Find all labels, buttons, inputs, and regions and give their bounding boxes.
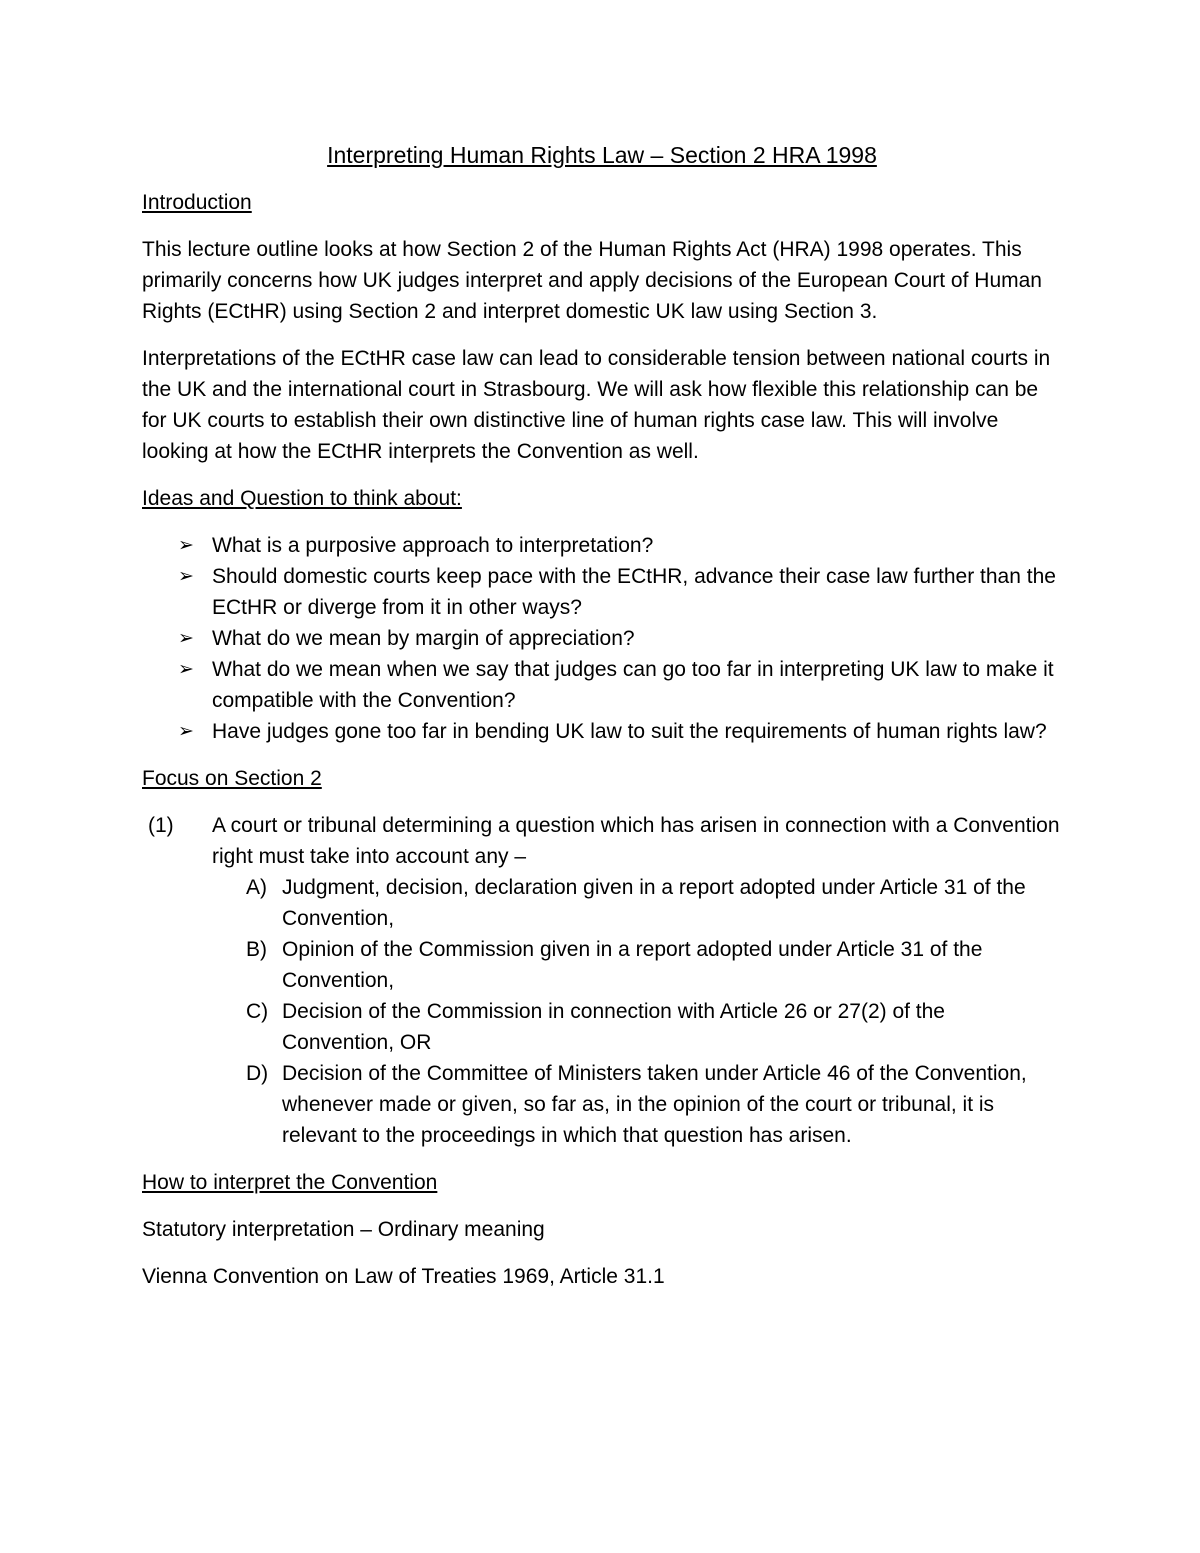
subitem-letter: C) (246, 1000, 269, 1023)
section2-heading: Focus on Section 2 (142, 767, 322, 790)
interpret-line-2: Vienna Convention on Law of Treaties 1969, Article 31.1 (142, 1265, 665, 1288)
section2-clauses (142, 810, 1062, 1151)
subitem-letter: B) (246, 938, 267, 961)
subitem (212, 872, 1062, 934)
introduction-paragraph-1: This lecture outline looks at how Section 2 of the Human Rights Act (HRA) 1998 operates. This primarily concerns how UK judges interpret and apply decisions of the European Court of Human Rights (ECtHR) using Section 2 and interpret domestic UK law using Section 3. (142, 238, 1042, 323)
arrow-bullet-icon: ➢ (178, 659, 194, 680)
subitem (212, 934, 1062, 996)
list-item (142, 623, 1062, 654)
list-item-text: What is a purposive approach to interpretation? (212, 534, 654, 557)
subitem-letter: A) (246, 876, 267, 899)
clause-number: (1) (148, 814, 174, 837)
subitem-text: Decision of the Committee of Ministers taken under Article 46 of the Convention, whenever made or given, so far as, in the opinion of the court or tribunal, it is relevant to the proceedings in which that question has arisen. (282, 1062, 1027, 1147)
subitem-letter: D) (246, 1062, 269, 1085)
list-item-text: What do we mean by margin of appreciation? (212, 627, 635, 650)
introduction-paragraph-2: Interpretations of the ECtHR case law can lead to considerable tension between national courts in the UK and the international court in Strasbourg. We will ask how flexible this relationship can be for UK courts to establish their own distinctive line of human rights case law. This will involve looking at how the ECtHR interprets the Convention as well. (142, 347, 1051, 463)
subitem-text: Opinion of the Commission given in a report adopted under Article 31 of the Convention, (282, 938, 983, 992)
list-item (142, 716, 1062, 747)
clause-1 (142, 810, 1062, 1151)
list-item (142, 530, 1062, 561)
introduction-heading: Introduction (142, 191, 252, 214)
arrow-bullet-icon: ➢ (178, 721, 194, 742)
document-page (142, 140, 1062, 1308)
subitem (212, 996, 1062, 1058)
subitem-text: Decision of the Commission in connection with Article 26 or 27(2) of the Convention, OR (282, 1000, 945, 1054)
clause-text: A court or tribunal determining a question which has arisen in connection with a Convention right must take into account any – (212, 814, 1060, 868)
interpret-heading: How to interpret the Convention (142, 1171, 438, 1194)
arrow-bullet-icon: ➢ (178, 628, 194, 649)
ideas-heading: Ideas and Question to think about: (142, 487, 462, 510)
subitem (212, 1058, 1062, 1151)
interpret-line-1: Statutory interpretation – Ordinary meaning (142, 1218, 545, 1241)
clause-subitems (212, 872, 1062, 1151)
list-item (142, 561, 1062, 623)
subitem-text: Judgment, decision, declaration given in a report adopted under Article 31 of the Convention, (282, 876, 1026, 930)
list-item-text: What do we mean when we say that judges can go too far in interpreting UK law to make it compatible with the Convention? (212, 658, 1054, 712)
list-item (142, 654, 1062, 716)
arrow-bullet-icon: ➢ (178, 535, 194, 556)
page-title: Interpreting Human Rights Law – Section 2 HRA 1998 (327, 142, 877, 168)
ideas-list (142, 530, 1062, 747)
list-item-text: Should domestic courts keep pace with the ECtHR, advance their case law further than the ECtHR or diverge from it in other ways? (212, 565, 1056, 619)
arrow-bullet-icon: ➢ (178, 566, 194, 587)
list-item-text: Have judges gone too far in bending UK law to suit the requirements of human rights law? (212, 720, 1047, 743)
